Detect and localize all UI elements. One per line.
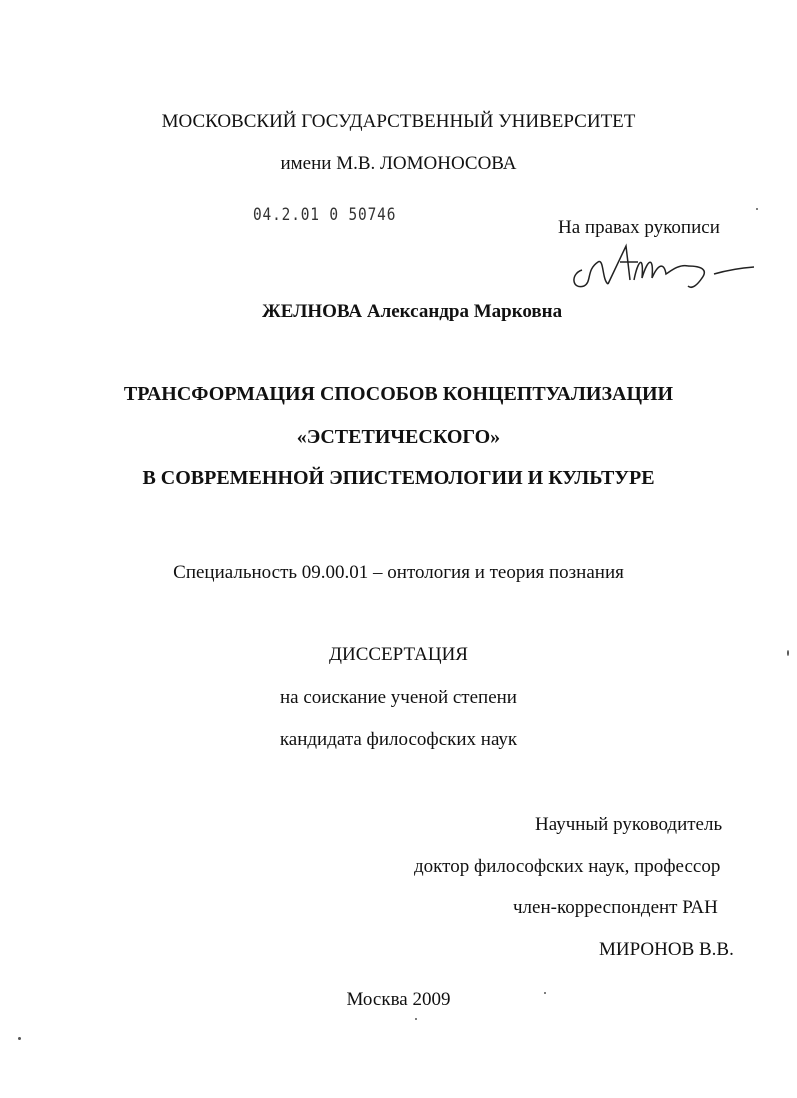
registration-stamp: 04.2.01 0 50746 [253,205,397,225]
work-purpose: на соискание ученой степени [280,687,517,708]
author-name: ЖЕЛНОВА Александра Марковна [262,301,563,322]
scan-speck [18,1037,21,1040]
supervisor-rank: член-корреспондент РАН [513,897,718,918]
work-degree: кандидата философских наук [279,729,518,750]
scan-speck [756,208,758,210]
work-type: ДИССЕРТАЦИЯ [329,644,468,665]
signature-icon [568,240,758,295]
university-named-after: имени М.В. ЛОМОНОСОВА [280,153,517,174]
supervisor-label: Научный руководитель [535,814,723,835]
scan-speck [415,1018,417,1020]
scan-speck [787,650,789,656]
title-line-1: ТРАНСФОРМАЦИЯ СПОСОБОВ КОНЦЕПТУАЛИЗАЦИИ [123,383,674,405]
scan-speck [544,992,546,994]
title-line-2: «ЭСТЕТИЧЕСКОГО» [296,426,501,448]
rights-note: На правах рукописи [558,217,720,238]
title-line-3: В СОВРЕМЕННОЙ ЭПИСТЕМОЛОГИИ И КУЛЬТУРЕ [142,467,655,489]
supervisor-name: МИРОНОВ В.В. [599,939,734,960]
university-name: МОСКОВСКИЙ ГОСУДАРСТВЕННЫЙ УНИВЕРСИТЕТ [161,111,636,132]
specialty: Специальность 09.00.01 – онтология и теория познания [173,562,624,583]
city-year: Москва 2009 [346,989,451,1010]
supervisor-degree: доктор философских наук, профессор [414,856,721,877]
